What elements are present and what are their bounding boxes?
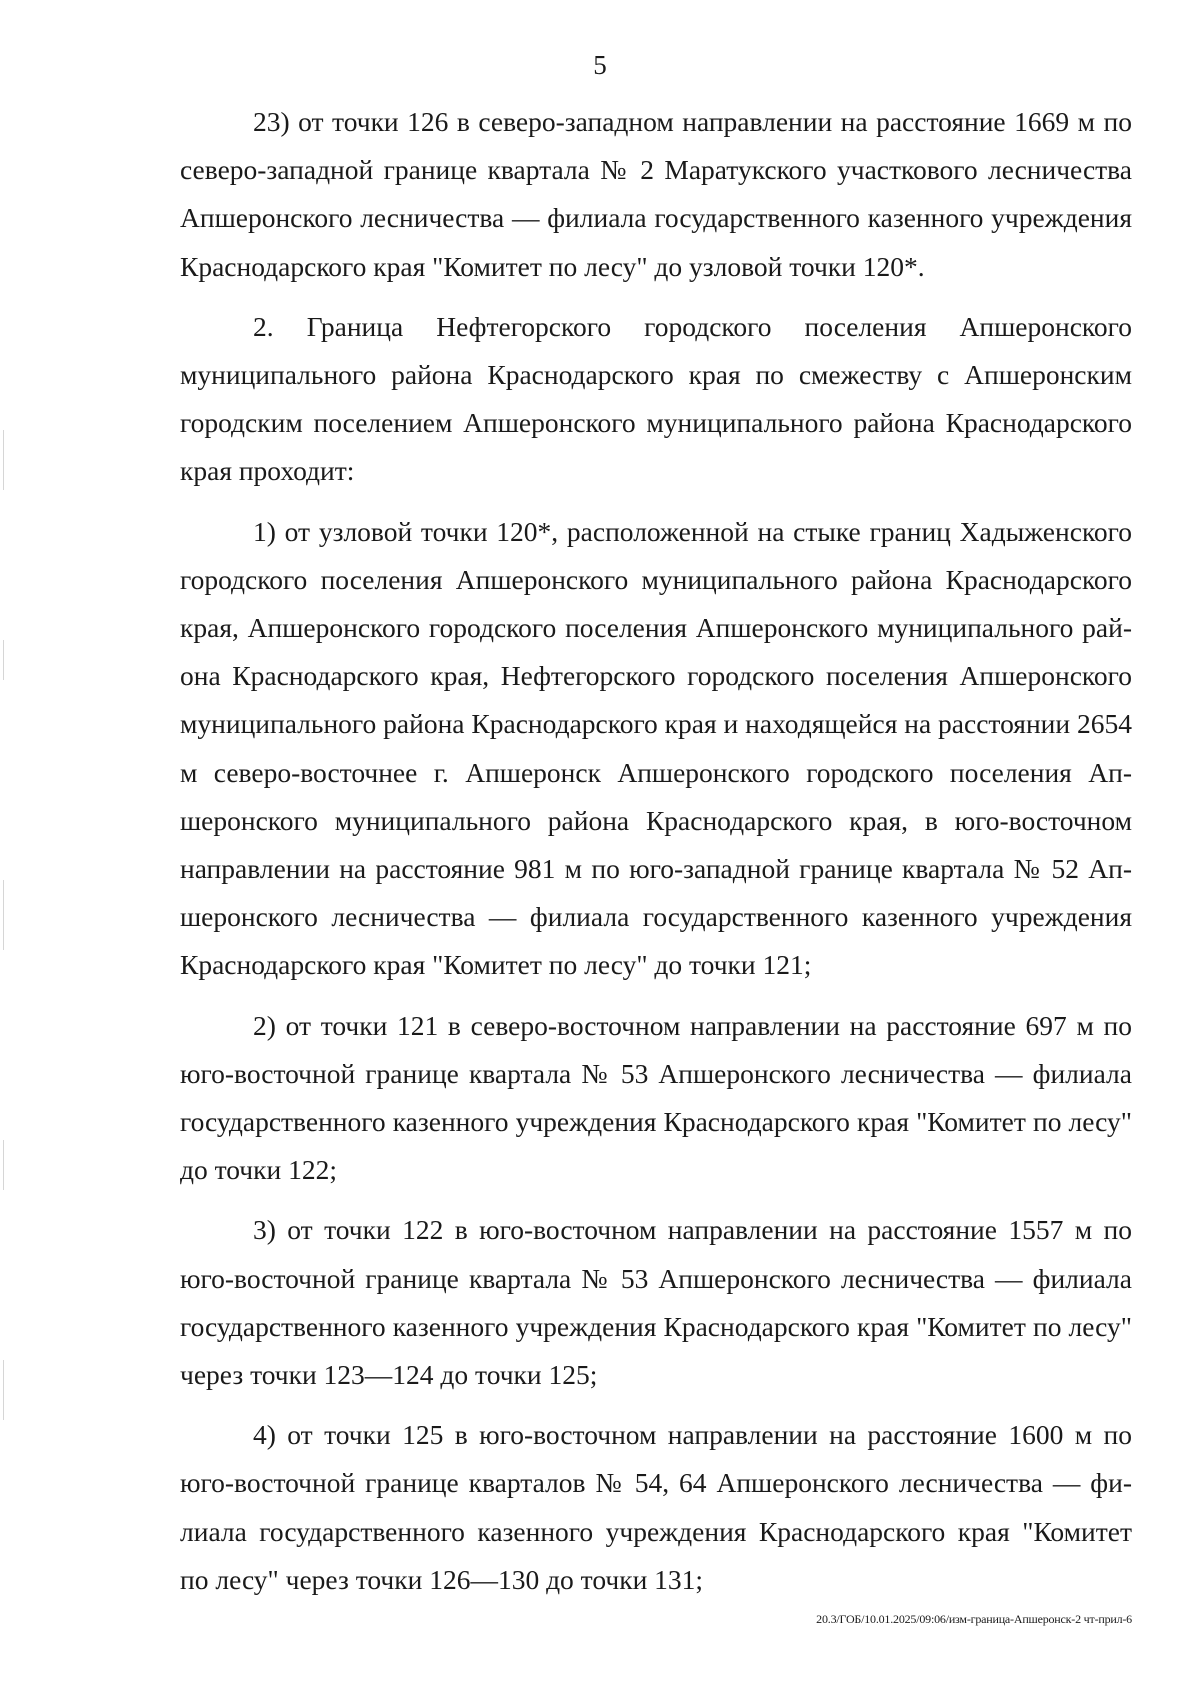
page-number: 5	[593, 50, 607, 80]
scan-margin-artifact	[3, 430, 4, 490]
paragraph-item-2: 2) от точки 121 в северо-восточном направлении на расстояние 697 м по юго-восточной границе квартала № 53 Апшеронского лесничества — филиала государственного казенного учреждения Краснодарского края "Комитет по лесу" до точки 122;	[180, 1009, 1132, 1186]
scan-margin-artifact	[3, 880, 4, 950]
scan-margin-artifact	[3, 1140, 4, 1190]
document-body	[180, 98, 1132, 1616]
paragraph-item-4: 4) от точки 125 в юго-восточном направлении на расстояние 1600 м по юго-восточной границе кварталов № 54, 64 Апшеронского лесничества — филиала государственного казенного учреждения Краснодарского края "Комитет по лесу" через точки 126—130 до точки 131;	[180, 1419, 1132, 1595]
scan-margin-artifact	[3, 1360, 4, 1420]
paragraph-section-2: 2. Граница Нефтегорского городского поселения Апшеронского муниципального района Краснодарского края по смежеству с Апшеронским городским поселением Апшеронского муниципального района Краснодарского края проходит:	[180, 310, 1132, 487]
paragraph-item-3: 3) от точки 122 в юго-восточном направлении на расстояние 1557 м по юго-восточной границе квартала № 53 Апшеронского лесничества — филиала государственного казенного учреждения Краснодарского края "Комитет по лесу" через точки 123—124 до точки 125;	[180, 1214, 1132, 1391]
paragraph-item-1: 1) от узловой точки 120*, расположенной на стыке границ Хадыженского городского поселения Апшеронского муниципального района Краснодарского края, Апшеронского городского поселения Апшеронского муниципального района Краснодарского края, Нефтегорского городского поселения Апшеронского муниципального района Краснодарского края и находящейся на расстоянии 2654 м северо-восточнее г. Апшеронск Апшеронского городского поселения Апшеронского муниципального района Краснодарского края, в юго-восточном направлении на расстояние 981 м по юго-западной границе квартала № 52 Апшеронского лесничества — филиала государственного казенного учреждения Краснодарского края "Комитет по лесу" до точки 121;	[180, 515, 1132, 981]
paragraph-item-23: 23) от точки 126 в северо-западном направлении на расстояние 1669 м по северо-западной границе квартала № 2 Маратукского участкового лесничества Апшеронского лесничества — филиала государственного казенного учреждения Краснодарского края "Комитет по лесу" до узловой точки 120*.	[180, 106, 1132, 282]
scan-margin-artifact	[3, 640, 4, 680]
document-footer-code: 20.3/ГОБ/10.01.2025/09:06/изм-граница-Апшеронск-2 чт-прил-6	[816, 1612, 1132, 1626]
